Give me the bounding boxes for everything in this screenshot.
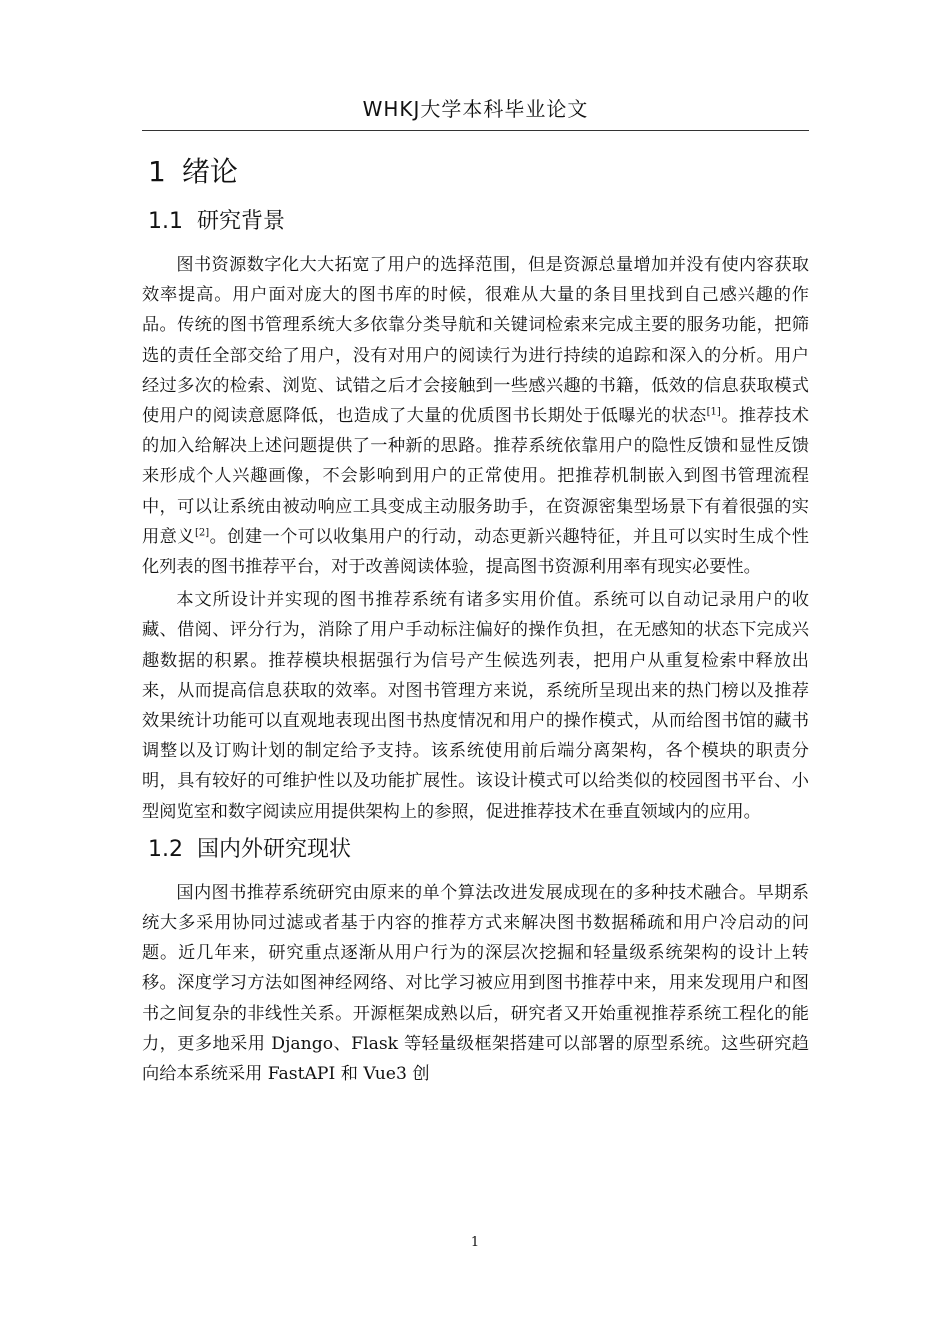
chapter-title-text: 绪论	[181, 155, 238, 188]
page-header	[142, 92, 809, 131]
paragraph	[142, 250, 809, 582]
document-body	[142, 148, 809, 1092]
section-number: 1.1	[148, 209, 183, 234]
citation-ref: [2]	[194, 527, 210, 539]
paragraph-text: 本文所设计并实现的图书推荐系统有诸多实用价值。系统可以自动记录用户的收藏、借阅、评分行为，消除了用户手动标注偏好的操作负担，在无感知的状态下完成兴趣数据的积累。推荐模块根据强行为信号产生候选列表，把用户从重复检索中释放出来，从而提高信息获取的效率。对图书管理方来说，系统所呈现出来的热门榜以及推荐效果统计功能可以直观地表现出图书热度情况和用户的操作模式，从而给图书馆的藏书调整以及订购计划的制定给予支持。该系统使用前后端分离架构，各个模块的职责分明，具有较好的可维护性以及功能扩展性。该设计模式可以给类似的校园图书平台、小型阅览室和数字阅读应用提供架构上的参照，促进推荐技术在垂直领域内的应用。	[142, 590, 809, 822]
paragraph-text: 。推荐技术的加入给解决上述问题提供了一种新的思路。推荐系统依靠用户的隐性反馈和显性反馈来形成个人兴趣画像，不会影响到用户的正常使用。把推荐机制嵌入到图书管理流程中，可以让系统由被动响应工具变成主动服务助手，在资源密集型场景下有着很强的实用意义	[142, 406, 809, 547]
section-title	[148, 830, 809, 870]
section-number: 1.2	[148, 836, 183, 862]
paragraph-text: 国内图书推荐系统研究由原来的单个算法改进发展成现在的多种技术融合。早期系统大多采用协同过滤或者基于内容的推荐方式来解决图书数据稀疏和用户冷启动的问题。近几年来，研究重点逐渐从用户行为的深层次挖掘和轻量级系统架构的设计上转移。深度学习方法如图神经网络、对比学习被应用到图书推荐中来，用来发现用户和图书之间复杂的非线性关系。开源框架成熟以后，研究者又开始重视推荐系统工程化的能力，更多地采用 Django、Flask 等轻量级框架搭建可以部署的原型系统。这些研究趋向给本系统采用 FastAPI 和 Vue3 创	[142, 882, 809, 1085]
paragraph-text: 图书资源数字化大大拓宽了用户的选择范围，但是资源总量增加并没有使内容获取效率提高。用户面对庞大的图书库的时候，很难从大量的条目里找到自己感兴趣的作品。传统的图书管理系统大多依靠分类导航和关键词检索来完成主要的服务功能，把筛选的责任全部交给了用户，没有对用户的阅读行为进行持续的追踪和深入的分析。用户经过多次的检索、浏览、试错之后才会接触到一些感兴趣的书籍，低效的信息获取模式使用户的阅读意愿降低，也造成了大量的优质图书长期处于低曝光的状态	[142, 255, 809, 427]
paragraph	[142, 878, 809, 1089]
citation-ref: [1]	[706, 406, 721, 418]
page-number: 1	[470, 1235, 480, 1250]
section-title-text: 国内外研究现状	[197, 836, 352, 862]
section-title-text: 研究背景	[197, 209, 286, 234]
chapter-number: 1	[148, 155, 166, 188]
paragraph-text: 。创建一个可以收集用户的行动，动态更新兴趣特征，并且可以实时生成个性化列表的图书推荐平台，对于改善阅读体验，提高图书资源利用率有现实必要性。	[142, 526, 809, 578]
section-title	[148, 202, 809, 242]
paragraph	[142, 585, 809, 827]
chapter-title	[148, 148, 809, 196]
header-title: WHKJ大学本科毕业论文	[362, 97, 589, 121]
